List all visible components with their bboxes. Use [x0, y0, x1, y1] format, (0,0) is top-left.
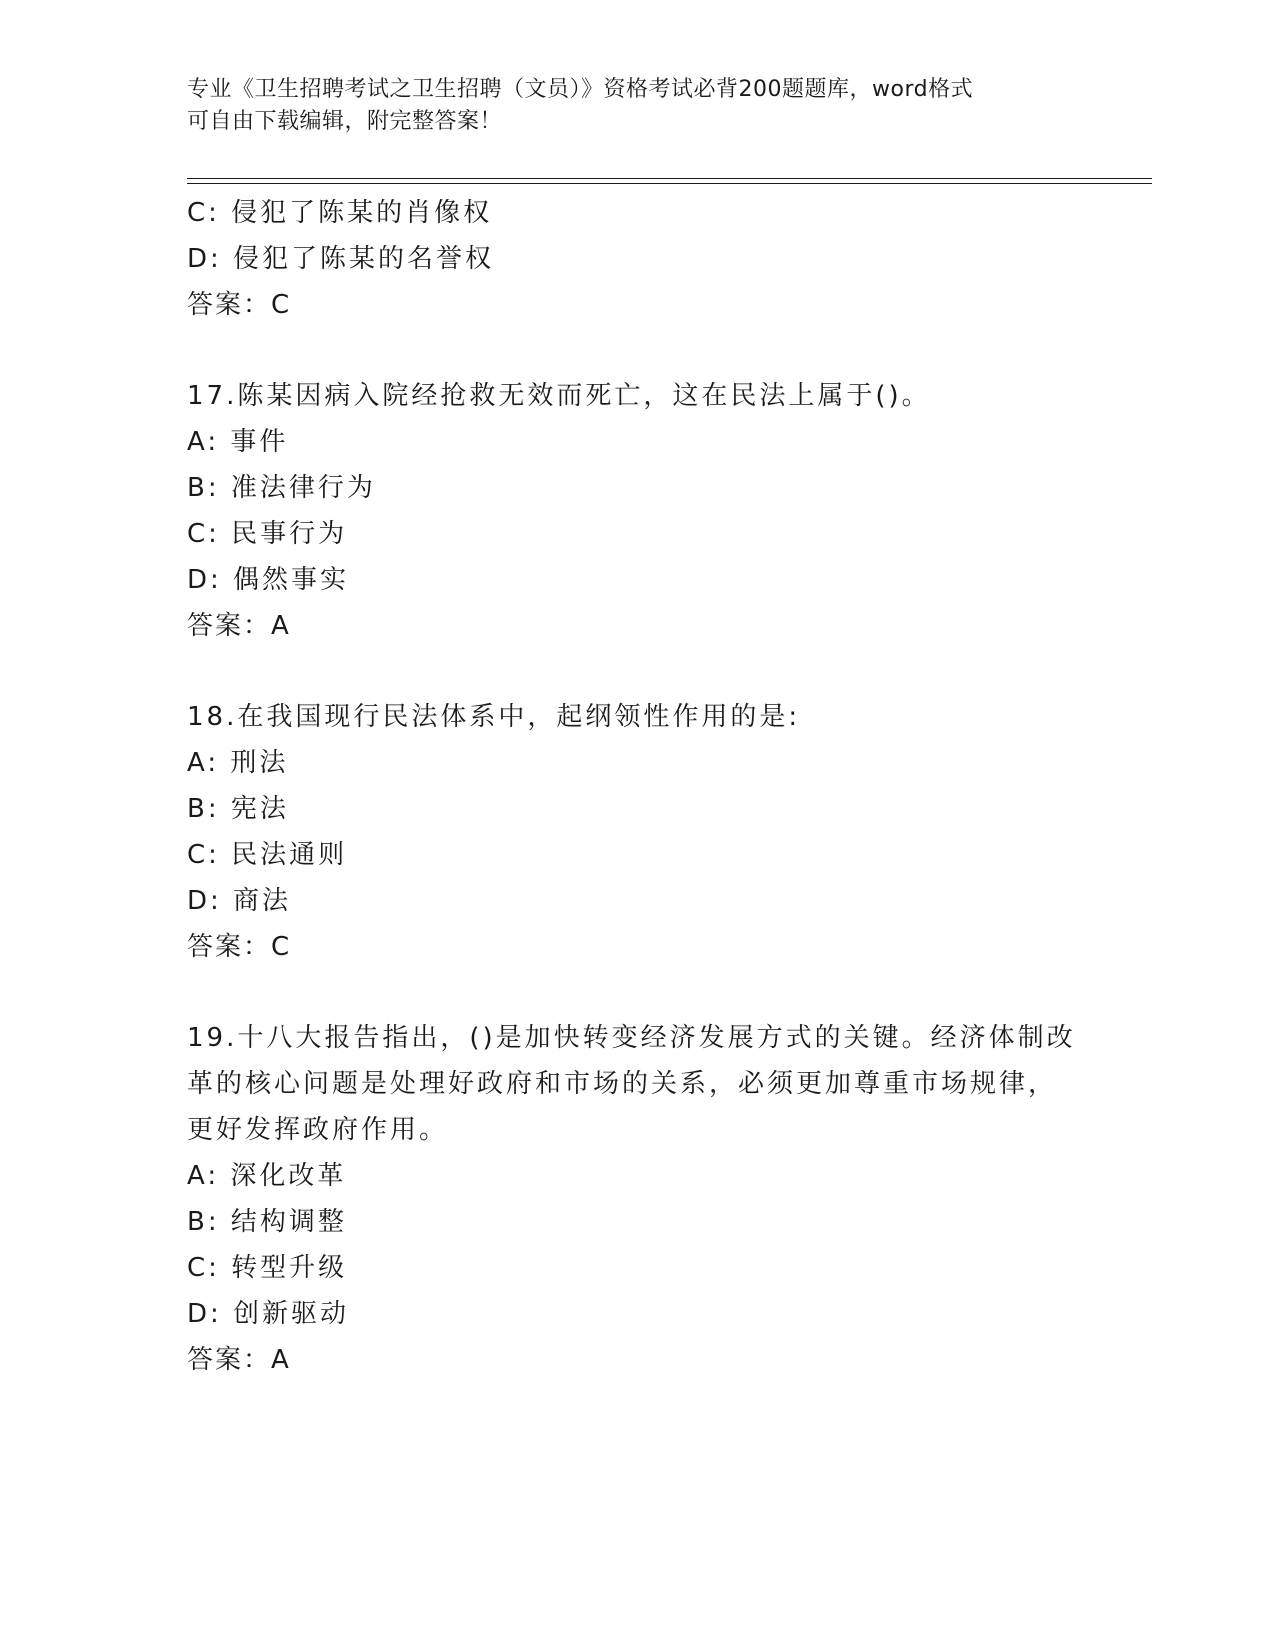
option-b: B: 宪法: [187, 794, 289, 824]
option-c: C: 转型升级: [187, 1253, 348, 1283]
document-header: [187, 74, 1087, 138]
option-a: A: 深化改革: [187, 1161, 347, 1191]
option-b: B: 结构调整: [187, 1207, 347, 1237]
header-line-1: 专业《卫生招聘考试之卫生招聘（文员）》资格考试必背200题题库，word格式: [187, 77, 974, 102]
answer-line: 答案：A: [187, 1345, 291, 1375]
question-block-19: [187, 1015, 1087, 1383]
option-d: D: 创新驱动: [187, 1299, 350, 1329]
option-d: D: 偶然事实: [187, 565, 350, 595]
question-text: 18.在我国现行民法体系中，起纲领性作用的是:: [187, 702, 801, 732]
header-divider-top: [187, 178, 1152, 179]
option-c: C: 民事行为: [187, 519, 348, 549]
question-text-line-3: 更好发挥政府作用。: [187, 1115, 449, 1145]
option-a: A: 事件: [187, 427, 289, 457]
question-text-line-2: 革的核心问题是处理好政府和市场的关系，必须更加尊重市场规律，: [187, 1069, 1058, 1099]
option-b: B: 准法律行为: [187, 473, 376, 503]
header-line-2: 可自由下载编辑，附完整答案！: [187, 109, 503, 134]
question-text-line-1: 19.十八大报告指出，()是加快转变经济发展方式的关键。经济体制改: [187, 1023, 1076, 1053]
option-c: C: 民法通则: [187, 840, 348, 870]
question-text: 17.陈某因病入院经抢救无效而死亡，这在民法上属于()。: [187, 381, 931, 411]
question-block-16: [187, 190, 1087, 328]
answer-line: 答案：A: [187, 611, 291, 641]
option-d: D: 侵犯了陈某的名誉权: [187, 244, 495, 274]
answer-line: 答案：C: [187, 290, 292, 320]
option-a: A: 刑法: [187, 748, 289, 778]
header-divider-bottom: [187, 183, 1152, 184]
question-list: [187, 190, 1087, 1383]
question-block-18: [187, 694, 1087, 970]
option-c: C: 侵犯了陈某的肖像权: [187, 198, 493, 228]
option-d: D: 商法: [187, 886, 292, 916]
answer-line: 答案：C: [187, 932, 292, 962]
question-block-17: [187, 373, 1087, 649]
